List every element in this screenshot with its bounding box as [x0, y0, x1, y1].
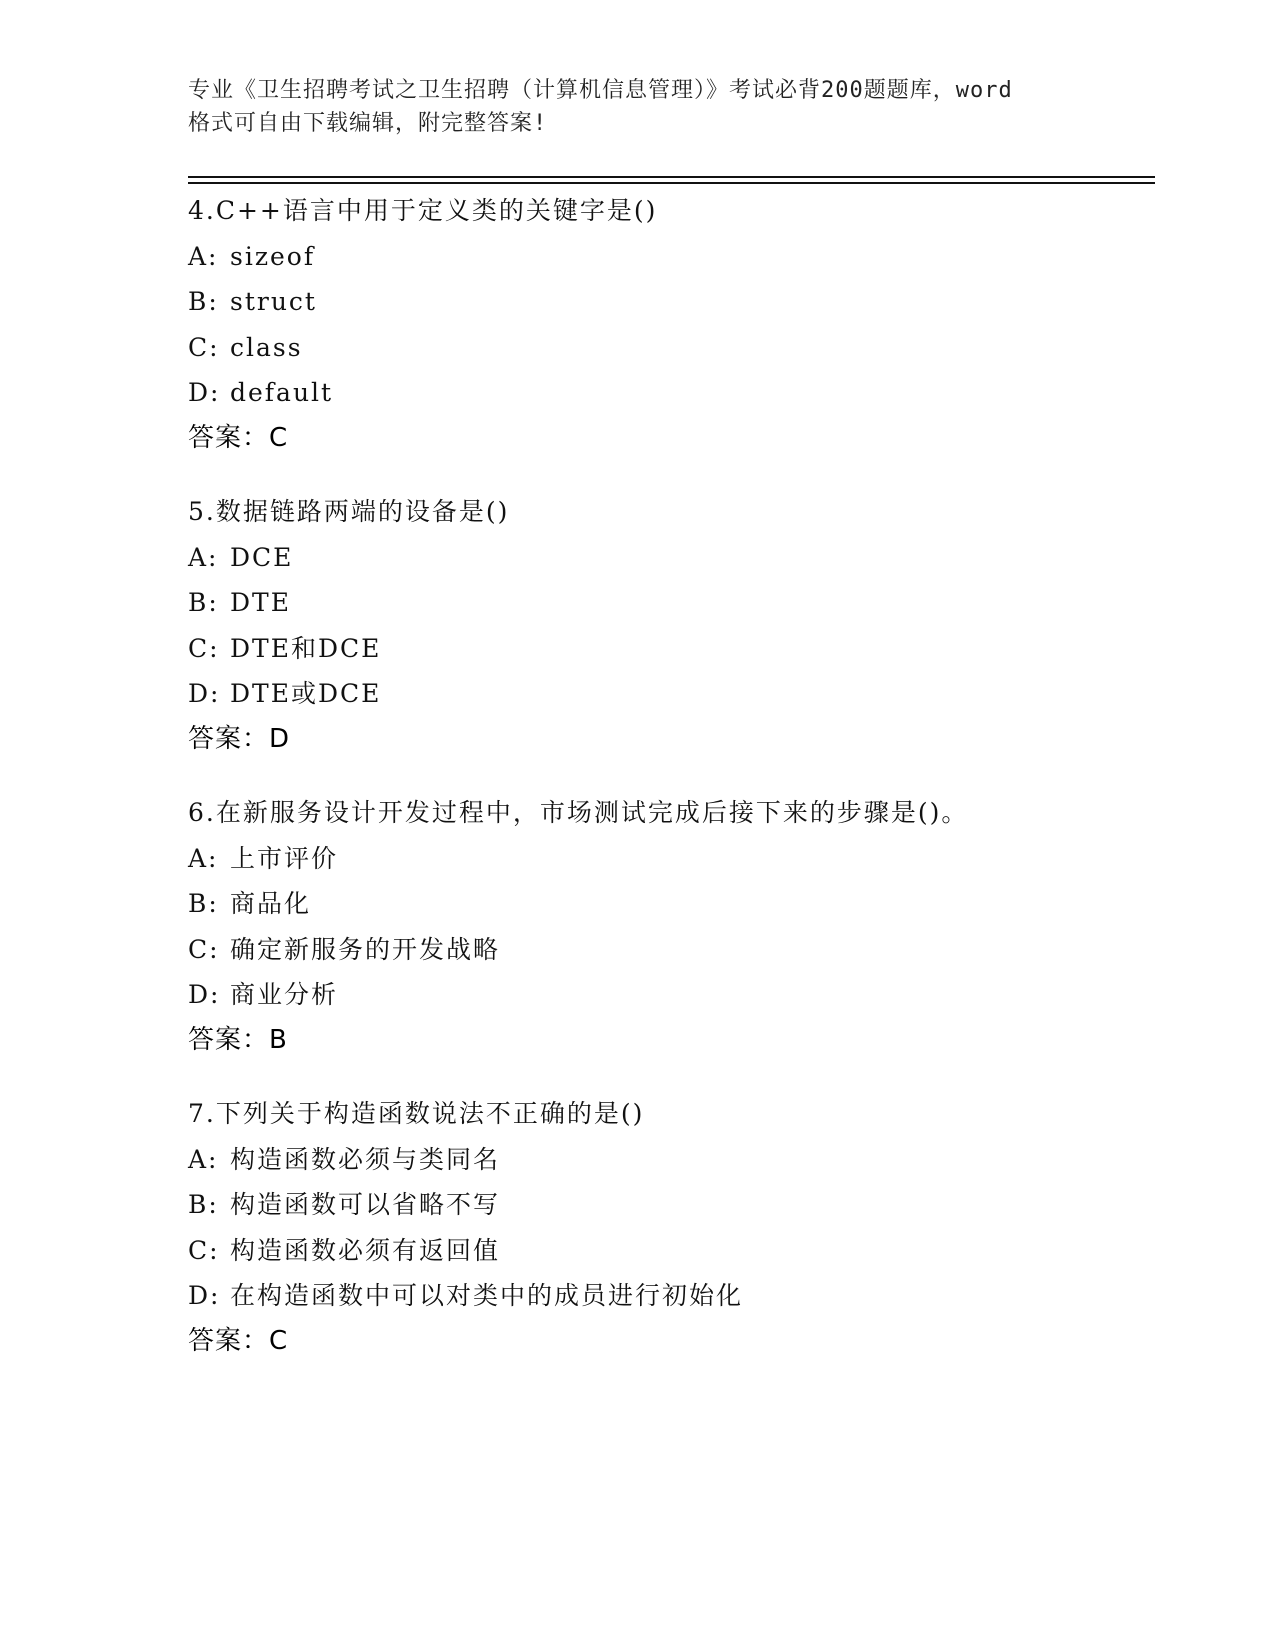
option-a [188, 836, 1155, 882]
option-key: B: [188, 1190, 219, 1219]
answer-label: 答案： [188, 422, 270, 453]
option-key: D: [188, 679, 221, 708]
option-key: A: [188, 542, 219, 572]
option-b [188, 881, 1155, 927]
option-key: B: [188, 588, 219, 617]
option-key: D: [188, 1281, 221, 1310]
option-c [188, 927, 1155, 973]
option-key: B: [188, 287, 219, 316]
answer-value: C [269, 1325, 289, 1356]
option-text: sizeof [230, 241, 316, 271]
answer-value: D [269, 723, 291, 754]
option-text: 商业分析 [230, 980, 339, 1009]
option-text: 构造函数必须有返回值 [230, 1235, 501, 1265]
option-d [188, 972, 1155, 1018]
option-d [188, 671, 1155, 717]
answer-line [188, 1018, 1155, 1064]
option-text: DTE或DCE [230, 679, 382, 708]
question-stem: 4.C++语言中用于定义类的关键字是() [188, 196, 658, 225]
option-text: struct [230, 287, 317, 316]
answer-line [188, 1319, 1155, 1365]
option-text: 上市评价 [230, 843, 339, 873]
option-text: DTE和DCE [230, 633, 382, 663]
answer-label: 答案： [188, 1325, 270, 1356]
document-header [188, 74, 1108, 140]
option-a [188, 234, 1155, 280]
answer-label: 答案： [188, 1024, 270, 1055]
option-key: C: [188, 332, 220, 362]
header-divider-bottom [188, 182, 1155, 184]
option-key: C: [188, 934, 220, 964]
option-key: C: [188, 633, 220, 663]
option-text: 确定新服务的开发战略 [230, 934, 501, 964]
option-text: class [230, 332, 303, 362]
option-d [188, 1273, 1155, 1319]
answer-label: 答案： [188, 723, 270, 754]
option-a [188, 535, 1155, 581]
option-text: DTE [230, 588, 291, 617]
option-c [188, 626, 1155, 672]
option-b [188, 580, 1155, 626]
option-d [188, 370, 1155, 416]
question-stem: 5.数据链路两端的设备是() [188, 497, 510, 526]
question-block [188, 790, 1155, 1063]
option-key: B: [188, 889, 219, 918]
question-stem: 7.下列关于构造函数说法不正确的是() [188, 1099, 645, 1128]
question-block [188, 489, 1155, 762]
option-text: DCE [230, 542, 294, 572]
header-line-1: 专业《卫生招聘考试之卫生招聘（计算机信息管理）》考试必背200题题库，word [188, 78, 1013, 103]
answer-line [188, 416, 1155, 462]
option-key: C: [188, 1235, 220, 1265]
option-text: 构造函数必须与类同名 [230, 1144, 501, 1174]
option-c [188, 325, 1155, 371]
question-block [188, 1091, 1155, 1364]
option-b [188, 279, 1155, 325]
option-a [188, 1137, 1155, 1183]
answer-value: B [269, 1024, 288, 1055]
option-text: 构造函数可以省略不写 [230, 1190, 501, 1219]
option-text: 在构造函数中可以对类中的成员进行初始化 [230, 1281, 744, 1310]
answer-value: C [269, 422, 289, 453]
header-line-2: 格式可自由下载编辑，附完整答案! [188, 111, 548, 136]
question-list [188, 188, 1155, 1392]
option-key: D: [188, 378, 221, 407]
option-key: A: [188, 843, 219, 873]
question-stem: 6.在新服务设计开发过程中，市场测试完成后接下来的步骤是()。 [188, 798, 969, 827]
answer-line [188, 717, 1155, 763]
option-b [188, 1182, 1155, 1228]
header-divider-top [188, 176, 1155, 178]
option-key: A: [188, 1144, 219, 1174]
option-c [188, 1228, 1155, 1274]
option-text: 商品化 [230, 889, 312, 918]
question-block [188, 188, 1155, 461]
option-text: default [230, 378, 334, 407]
option-key: A: [188, 241, 219, 271]
option-key: D: [188, 980, 221, 1009]
